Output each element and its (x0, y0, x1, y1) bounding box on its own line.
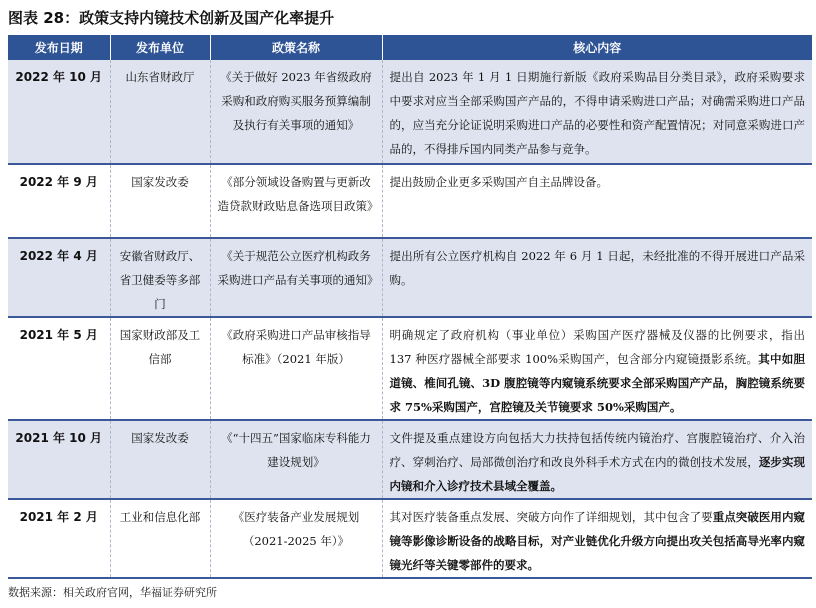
figure-title: 图表 28：政策支持内镜技术创新及国产化率提升 (8, 9, 335, 27)
cell-unit: 国家发改委 (110, 420, 210, 499)
core-text: 提出鼓励企业更多采购国产自主品牌设备。 (389, 175, 608, 189)
cell-date: 2021 年 2 月 (8, 499, 110, 578)
core-text: 明确规定了政府机构（事业单位）采购国产医疗器械及仪器的比例要求，指出 137 种医疗器械全部要求 100%采购国产，包含部分内窥镜摄影系统。 (389, 328, 805, 366)
header-date: 发布日期 (8, 35, 110, 60)
cell-policy-name: 《“十四五”国家临床专科能力建设规划》 (210, 420, 382, 499)
policy-table (8, 35, 812, 579)
cell-policy-name: 《关于做好 2023 年省级政府采购和政府购买服务预算编制及执行有关事项的通知》 (210, 60, 382, 164)
core-text: 提出自 2023 年 1 月 1 日期施行新版《政府采购品目分类目录》，政府采购要求中要求对应当全部采购国产产品的，不得申请采购进口产品；对确需采购进口产品的，应当充分论证说明采购进口产品的必要性和资产配置情况；对同意采购进口产品的，不得排斥国内同类产品参与竞争。 (389, 70, 805, 156)
table-row (8, 317, 812, 420)
cell-core-content (382, 317, 812, 420)
cell-core-content (382, 164, 812, 238)
core-text: 提出所有公立医疗机构自 2022 年 6 月 1 日起，未经批准的不得开展进口产品采购。 (389, 249, 805, 287)
cell-unit: 山东省财政厅 (110, 60, 210, 164)
cell-policy-name: 《关于规范公立医疗机构政务采购进口产品有关事项的通知》 (210, 238, 382, 317)
source-note: 数据来源：相关政府官网，华福证券研究所 (8, 586, 217, 599)
table-row (8, 60, 812, 164)
cell-date: 2021 年 5 月 (8, 317, 110, 420)
core-text: 文件提及重点建设方向包括大力扶持包括传统内镜治疗、宫腹腔镜治疗、介入治疗、穿刺治疗、局部微创治疗和改良外科手术方式在内的微创技术发展， (389, 431, 805, 469)
table-row (8, 420, 812, 499)
header-core: 核心内容 (382, 35, 812, 60)
core-bold-text: 逐步实现内镜和介入诊疗技术县域全覆盖。 (389, 455, 806, 493)
cell-date: 2022 年 4 月 (8, 238, 110, 317)
cell-date: 2021 年 10 月 (8, 420, 110, 499)
header-name: 政策名称 (210, 35, 382, 60)
cell-unit: 国家财政部及工信部 (110, 317, 210, 420)
cell-policy-name: 《医疗装备产业发展规划（2021-2025 年）》 (210, 499, 382, 578)
cell-date: 2022 年 9 月 (8, 164, 110, 238)
cell-unit: 国家发改委 (110, 164, 210, 238)
table-header-row (8, 35, 812, 60)
core-bold-text: 其中如胆道镜、椎间孔镜、3D 腹腔镜等内窥镜系统要求全部采购国产产品，胸腔镜系统要求 75%采购国产，宫腔镜及关节镜要求 50%采购国产。 (389, 352, 806, 414)
header-unit: 发布单位 (110, 35, 210, 60)
cell-core-content (382, 238, 812, 317)
core-text: 其对医疗装备重点发展、突破方向作了详细规划，其中包含了要 (389, 510, 713, 524)
cell-core-content (382, 60, 812, 164)
table-row (8, 164, 812, 238)
cell-policy-name: 《政府采购进口产品审核指导标准》（2021 年版） (210, 317, 382, 420)
cell-core-content (382, 499, 812, 578)
cell-core-content (382, 420, 812, 499)
cell-unit: 工业和信息化部 (110, 499, 210, 578)
core-bold-text: 重点突破医用内窥镜等影像诊断设备的战略目标，对产业链优化升级方向提出攻关包括高导光率内窥镜光纤等关键零部件的要求。 (389, 510, 806, 572)
cell-date: 2022 年 10 月 (8, 60, 110, 164)
cell-unit: 安徽省财政厅、省卫健委等多部门 (110, 238, 210, 317)
cell-policy-name: 《部分领域设备购置与更新改造贷款财政贴息备选项目政策》 (210, 164, 382, 238)
table-row (8, 499, 812, 578)
table-row (8, 238, 812, 317)
